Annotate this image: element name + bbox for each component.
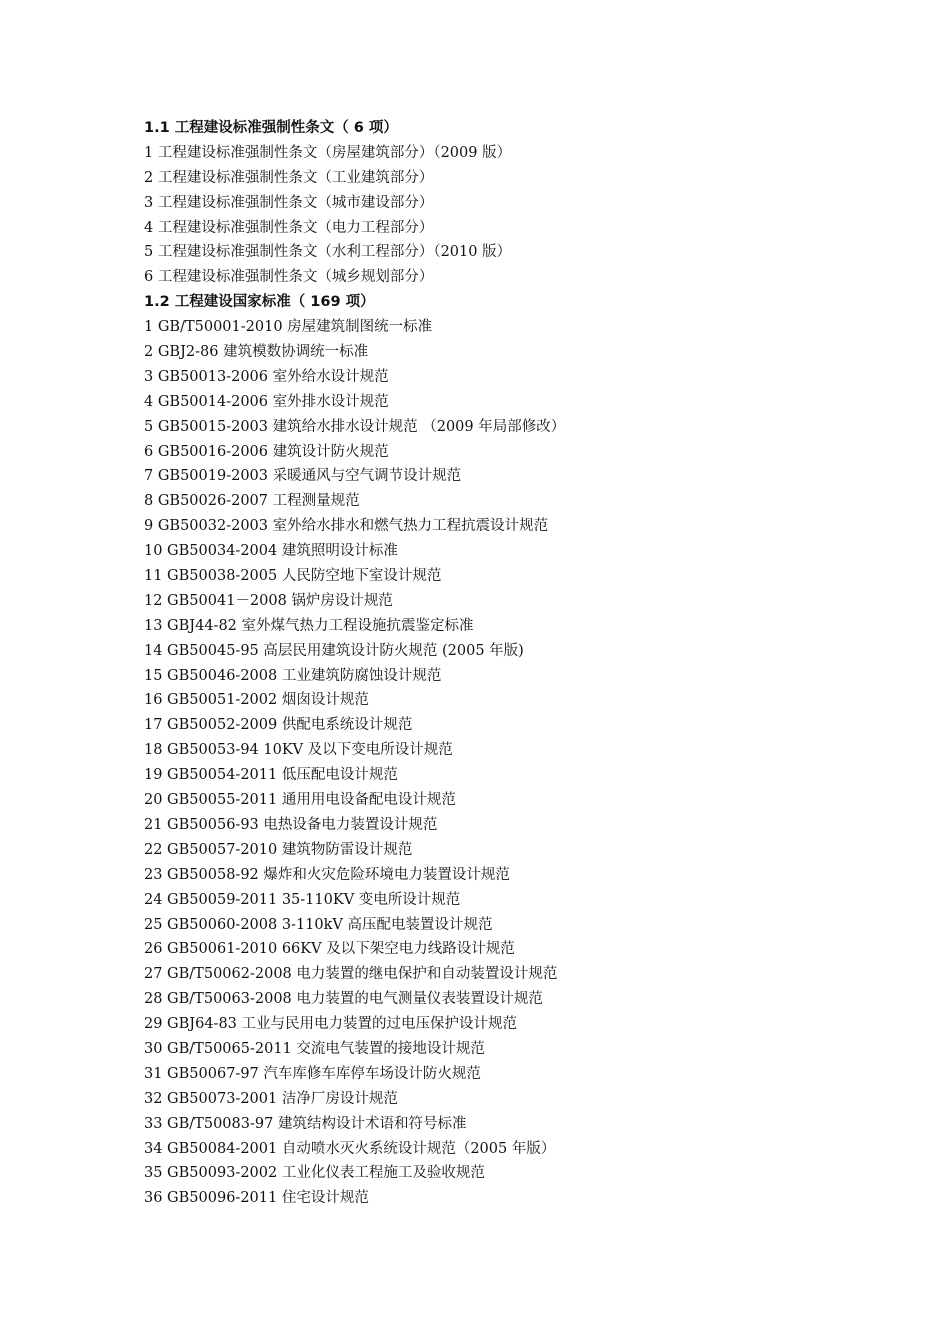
list-item: 1 工程建设标准强制性条文（房屋建筑部分）（2009 版） <box>144 144 512 161</box>
list-item: 24 GB50059-2011 35-110KV 变电所设计规范 <box>144 891 461 908</box>
list-item: 27 GB/T50062-2008 电力装置的继电保护和自动装置设计规范 <box>144 966 558 983</box>
list-item: 34 GB50084-2001 自动喷水灭火系统设计规范（2005 年版） <box>144 1140 556 1157</box>
list-item: 23 GB50058-92 爆炸和火灾危险环境电力装置设计规范 <box>144 866 510 883</box>
list-item: 35 GB50093-2002 工业化仪表工程施工及验收规范 <box>144 1165 485 1182</box>
list-item: 5 GB50015-2003 建筑给水排水设计规范 （2009 年局部修改） <box>144 418 566 435</box>
section-national-standards <box>144 290 904 1211</box>
list-item: 6 GB50016-2006 建筑设计防火规范 <box>144 443 389 460</box>
section-heading: 1.2 工程建设国家标准（ 169 项） <box>144 294 375 311</box>
list-item: 30 GB/T50065-2011 交流电气装置的接地设计规范 <box>144 1040 485 1057</box>
list-item: 5 工程建设标准强制性条文（水利工程部分）（2010 版） <box>144 244 512 261</box>
list-item: 6 工程建设标准强制性条文（城乡规划部分） <box>144 269 434 286</box>
list-item: 18 GB50053-94 10KV 及以下变电所设计规范 <box>144 742 453 759</box>
list-item: 2 工程建设标准强制性条文（工业建筑部分） <box>144 169 434 186</box>
list-item: 3 GB50013-2006 室外给水设计规范 <box>144 368 389 385</box>
list-item: 22 GB50057-2010 建筑物防雷设计规范 <box>144 841 413 858</box>
list-item: 21 GB50056-93 电热设备电力装置设计规范 <box>144 816 438 833</box>
list-item: 36 GB50096-2011 住宅设计规范 <box>144 1190 369 1207</box>
list-item: 4 GB50014-2006 室外排水设计规范 <box>144 393 389 410</box>
list-item: 12 GB50041－2008 锅炉房设计规范 <box>144 592 393 609</box>
document-body <box>144 116 904 1211</box>
list-item: 7 GB50019-2003 采暖通风与空气调节设计规范 <box>144 468 462 485</box>
list-item: 26 GB50061-2010 66KV 及以下架空电力线路设计规范 <box>144 941 515 958</box>
list-item: 28 GB/T50063-2008 电力装置的电气测量仪表装置设计规范 <box>144 991 543 1008</box>
list-item: 11 GB50038-2005 人民防空地下室设计规范 <box>144 568 442 585</box>
list-item: 13 GBJ44-82 室外煤气热力工程设施抗震鉴定标准 <box>144 617 474 634</box>
list-item: 25 GB50060-2008 3-110kV 高压配电装置设计规范 <box>144 916 493 933</box>
list-item: 29 GBJ64-83 工业与民用电力装置的过电压保护设计规范 <box>144 1016 518 1033</box>
list-item: 32 GB50073-2001 洁净厂房设计规范 <box>144 1090 398 1107</box>
list-item: 17 GB50052-2009 供配电系统设计规范 <box>144 717 413 734</box>
list-item: 31 GB50067-97 汽车库修车库停车场设计防火规范 <box>144 1065 481 1082</box>
list-item: 33 GB/T50083-97 建筑结构设计术语和符号标准 <box>144 1115 467 1132</box>
section-heading: 1.1 工程建设标准强制性条文（ 6 项） <box>144 120 398 136</box>
list-item: 16 GB50051-2002 烟囱设计规范 <box>144 692 369 709</box>
list-item: 1 GB/T50001-2010 房屋建筑制图统一标准 <box>144 319 433 336</box>
list-item: 20 GB50055-2011 通用用电设备配电设计规范 <box>144 792 456 809</box>
list-item: 8 GB50026-2007 工程测量规范 <box>144 493 360 510</box>
list-item: 15 GB50046-2008 工业建筑防腐蚀设计规范 <box>144 667 442 684</box>
list-item: 10 GB50034-2004 建筑照明设计标准 <box>144 543 398 560</box>
list-item: 3 工程建设标准强制性条文（城市建设部分） <box>144 194 434 211</box>
list-item: 9 GB50032-2003 室外给水排水和燃气热力工程抗震设计规范 <box>144 518 549 535</box>
section-mandatory-provisions <box>144 116 904 290</box>
list-item: 19 GB50054-2011 低压配电设计规范 <box>144 767 398 784</box>
list-item: 2 GBJ2-86 建筑模数协调统一标准 <box>144 344 369 361</box>
list-item: 4 工程建设标准强制性条文（电力工程部分） <box>144 219 434 236</box>
list-item: 14 GB50045-95 高层民用建筑设计防火规范 (2005 年版) <box>144 642 524 659</box>
